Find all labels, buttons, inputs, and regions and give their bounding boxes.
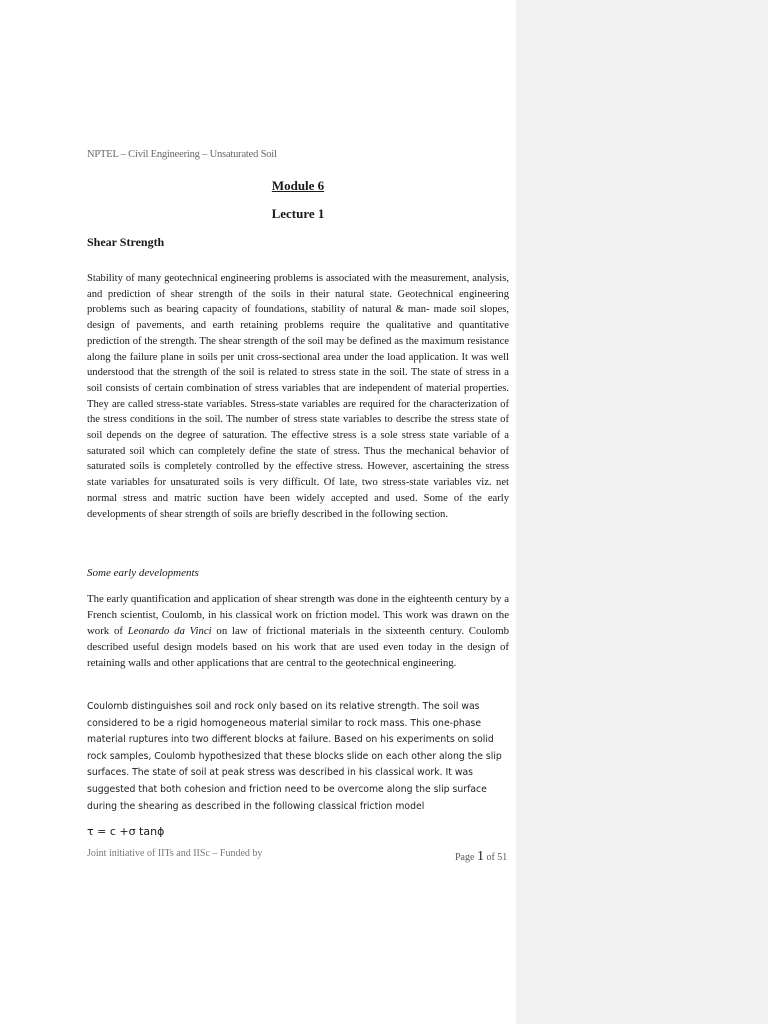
page-current: 1 [476, 849, 484, 864]
paragraph-text-part: The early quantification and application of shear strength was done in the eighteenth century by a French scientist, Coulomb, in his classical work on friction model. This work was drawn on the work of [87, 593, 509, 637]
module-title: Module 6 [271, 178, 325, 193]
subheading: Some early developments [87, 567, 199, 579]
section-title: Shear Strength [87, 235, 165, 249]
coulomb-paragraph: Coulomb distinguishes soil and rock only based on its relative strength. The soil was considered to be a rigid homogeneous material similar to rock mass. This one-phase material ruptures into two different blocks at failure. Based on his experiments on solid rock samples, Coulomb hypothesized that these blocks slide on each other along the slip surfaces. The state of soil at peak stress was described in his classical work. It was suggested that both cohesion and friction need to be overcome along the slip surface during the shearing as described in the following classical friction model [87, 701, 502, 812]
emphasized-name: Leonardo da Vinci [127, 625, 212, 637]
early-developments-paragraph [87, 591, 509, 671]
lecture-title: Lecture 1 [271, 206, 325, 221]
footer-funding: Joint initiative of IITs and IISc – Funded by [87, 848, 263, 859]
paragraph-text-part: on law of frictional materials in the sixteenth century. Coulomb described useful design models based on his work that are used even today in the design of retaining walls and other applications that are central to the geotechnical engineering. [87, 625, 509, 669]
running-header: NPTEL – Civil Engineering – Unsaturated Soil [87, 149, 277, 160]
comment-pane [516, 0, 768, 1024]
intro-paragraph: Stability of many geotechnical engineering problems is associated with the measurement, analysis, and prediction of shear strength of the soils in their natural state. Geotechnical engineering problems such as bearing capacity of foundations, stability of natural & man- made soil slopes, design of pavements, and earth retaining problems require the qualitative and quantitative prediction of the strength. The shear strength of the soil may be defined as the maximum resistance along the failure plane in soils per unit cross-sectional area under the load application. It was well understood that the strength of the soil is related to stress state in the soil. The state of stress in a soil consists of certain combination of stress variables that are independent of material properties. They are called stress-state variables. Stress-state variables are required for the characterization of the stress conditions in the soil. The number of stress state variables to describe the stress state of soil depends on the degree of saturation. The effective stress is a sole stress state variable of a saturated soil which can completely define the state of stress. Thus the mechanical behavior of saturated soils is completely controlled by the effective stress. However, ascertaining the stress state variables for unsaturated soils is very difficult. Of late, two stress-state variables viz. net normal stress and matric suction have been widely accepted and used. Some of the early developments of shear strength of soils are briefly described in the following section. [87, 273, 509, 520]
page-label: Page [455, 852, 475, 863]
page-number [455, 849, 507, 865]
friction-equation: τ = c +σ tanϕ [87, 825, 165, 838]
page-total: of 51 [486, 852, 508, 863]
